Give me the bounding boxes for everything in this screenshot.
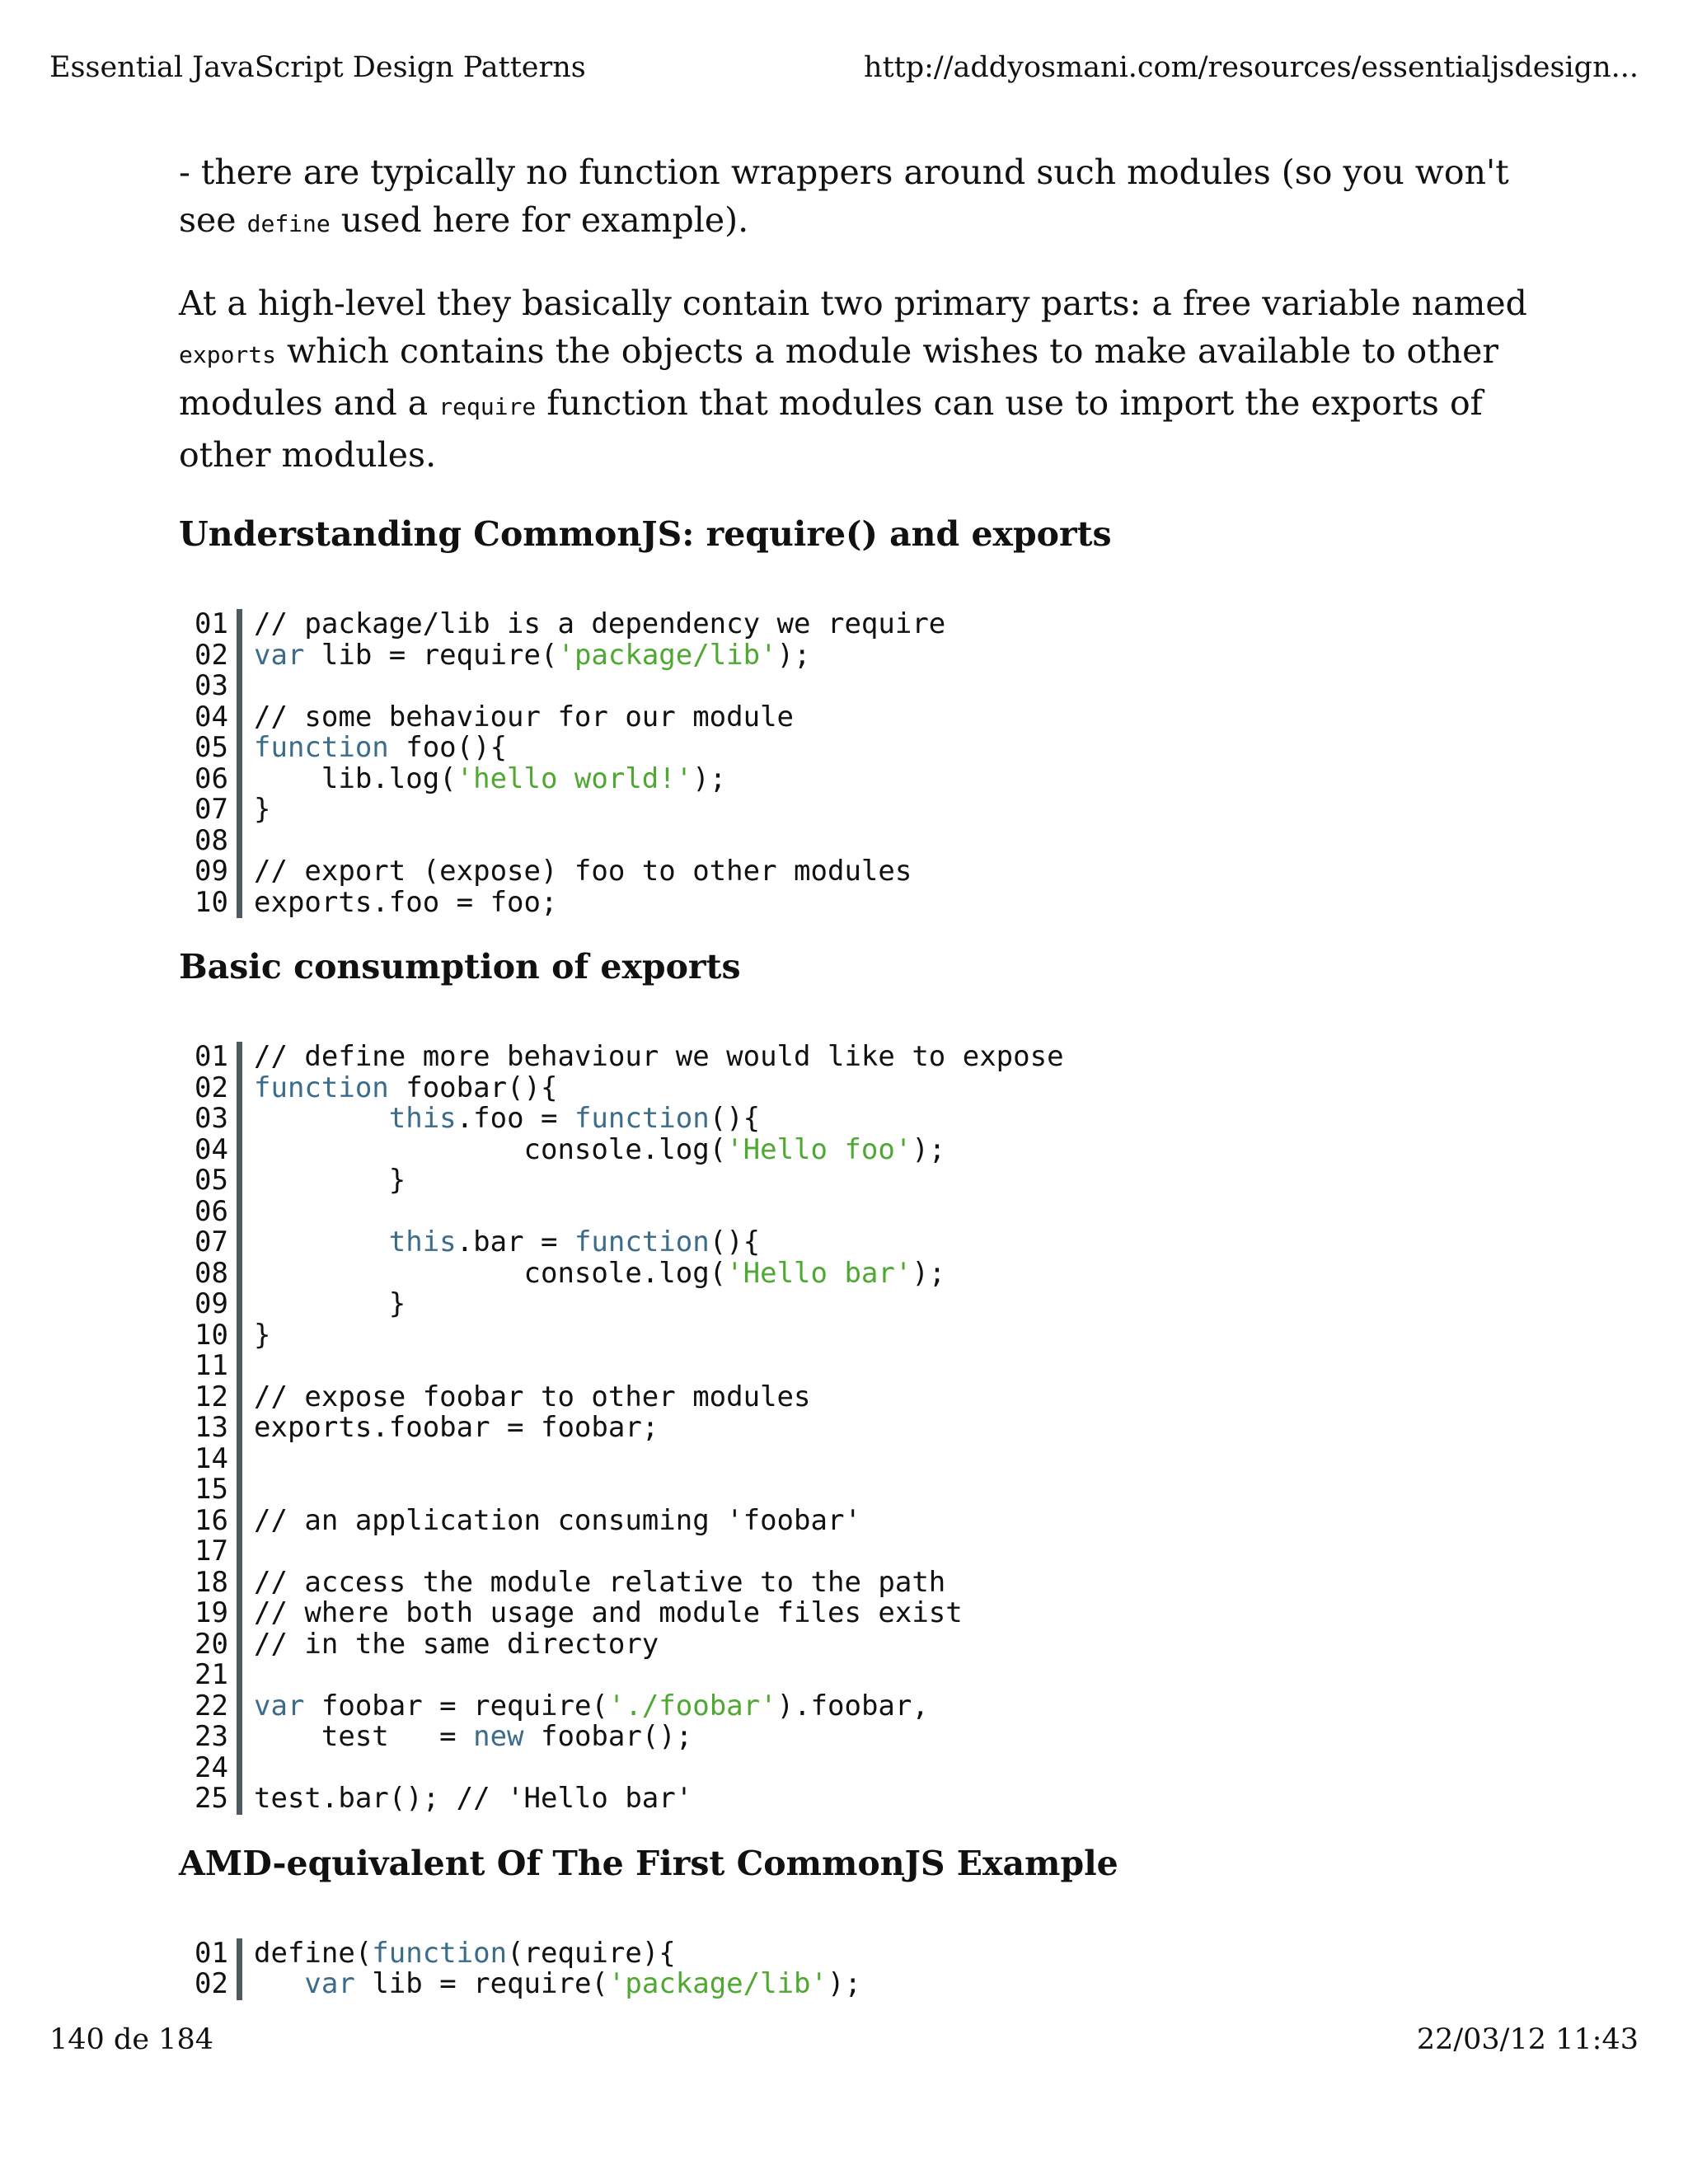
gutter-bar [237, 764, 242, 795]
code-line [179, 1382, 1531, 1413]
gutter-bar [237, 1629, 242, 1661]
gutter-bar [237, 826, 242, 857]
gutter-bar [237, 1104, 242, 1135]
code-line [179, 1258, 1531, 1290]
code-line [179, 856, 1531, 888]
line-number: 24 [195, 1750, 228, 1784]
code-line [179, 1194, 1531, 1228]
code-text: } [254, 1287, 406, 1320]
code-text: // an application consuming 'foobar' [254, 1503, 861, 1537]
code-text: function foobar(){ [254, 1071, 558, 1104]
line-number: 09 [195, 1287, 228, 1320]
code-text: function foo(){ [254, 731, 508, 764]
line-number: 05 [195, 731, 228, 764]
gutter-bar [237, 671, 242, 702]
gutter-bar [237, 1660, 242, 1691]
inline-code-exports: exports [179, 341, 277, 368]
code-text: // in the same directory [254, 1627, 659, 1661]
page-content [179, 148, 1531, 2025]
section-heading-amd: AMD-equivalent Of The First CommonJS Example [179, 1843, 1118, 1883]
gutter-bar [237, 1351, 242, 1382]
gutter-bar [237, 702, 242, 733]
line-number: 13 [195, 1411, 228, 1444]
code-line [179, 733, 1531, 764]
line-number: 07 [195, 793, 228, 826]
inline-code-require: require [438, 393, 537, 420]
code-line [179, 1565, 1531, 1599]
code-text: console.log('Hello foo'); [254, 1132, 946, 1166]
code-line [179, 1320, 1531, 1352]
code-block-commonjs [179, 589, 1531, 918]
code-line [179, 885, 1531, 919]
gutter-bar [237, 1938, 242, 1970]
paragraph-overview: At a high-level they basically contain two primary parts: a free variable named exports which contains the objects a module wishes to make available to other modules and a require function that modules can use to import the exports of other modules. [179, 284, 1527, 475]
gutter-bar [237, 1165, 242, 1197]
code-line [179, 794, 1531, 826]
gutter-bar [237, 1598, 242, 1629]
gutter-bar [237, 1042, 242, 1073]
code-text: // where both usage and module files exist [254, 1596, 963, 1629]
line-number: 05 [195, 1164, 228, 1197]
code-text: var lib = require('package/lib'); [254, 638, 811, 672]
footer-page-number: 140 de 184 [49, 2023, 213, 2056]
line-number: 10 [195, 1318, 228, 1352]
line-number: 06 [195, 762, 228, 795]
code-line [179, 1629, 1531, 1661]
code-text: // expose foobar to other modules [254, 1380, 811, 1413]
code-line [179, 1104, 1531, 1135]
gutter-bar [237, 1722, 242, 1753]
code-line [179, 1227, 1531, 1258]
line-number: 25 [195, 1782, 228, 1815]
code-line [179, 764, 1531, 795]
line-number: 04 [195, 1132, 228, 1166]
gutter-bar [237, 1506, 242, 1537]
paragraph-intro: - there are typically no function wrappers around such modules (so you won't see define used here for example). [179, 152, 1509, 240]
code-line [179, 1042, 1531, 1073]
line-number: 06 [195, 1194, 228, 1228]
code-text: exports.foo = foo; [254, 885, 558, 919]
code-line [179, 1969, 1531, 2000]
gutter-bar [237, 609, 242, 640]
gutter-bar [237, 1135, 242, 1166]
code-line [179, 1165, 1531, 1197]
code-text: test.bar(); // 'Hello bar' [254, 1782, 693, 1815]
code-text: } [254, 1318, 271, 1352]
line-number: 08 [195, 823, 228, 857]
line-number: 20 [195, 1627, 228, 1661]
code-text: // define more behaviour we would like to expose [254, 1040, 1064, 1073]
code-line [179, 1598, 1531, 1629]
line-number: 15 [195, 1473, 228, 1506]
code-text: } [254, 793, 271, 826]
line-number: 02 [195, 1071, 228, 1104]
section-heading-consumption: Basic consumption of exports [179, 947, 741, 987]
line-number: 01 [195, 1936, 228, 1970]
gutter-bar [237, 733, 242, 764]
line-number: 07 [195, 1226, 228, 1258]
line-number: 22 [195, 1689, 228, 1722]
line-number: 16 [195, 1503, 228, 1537]
code-line [179, 671, 1531, 702]
code-line [179, 1750, 1531, 1784]
code-line [179, 1722, 1531, 1753]
line-number: 03 [195, 669, 228, 702]
gutter-bar [237, 1258, 242, 1290]
code-line [179, 1441, 1531, 1475]
code-line [179, 609, 1531, 640]
code-line [179, 1073, 1531, 1104]
line-number: 01 [195, 1040, 228, 1073]
gutter-bar [237, 1197, 242, 1228]
gutter-bar [237, 1444, 242, 1475]
code-text: // some behaviour for our module [254, 700, 795, 733]
header-title: Essential JavaScript Design Patterns [49, 51, 586, 84]
footer-datetime: 22/03/12 11:43 [1416, 2023, 1639, 2056]
line-number: 01 [195, 607, 228, 640]
code-line [179, 1413, 1531, 1444]
line-number: 17 [195, 1535, 228, 1568]
code-line [179, 1938, 1531, 1970]
gutter-bar [237, 1073, 242, 1104]
gutter-bar [237, 1413, 242, 1444]
code-text: console.log('Hello bar'); [254, 1256, 946, 1290]
line-number: 21 [195, 1658, 228, 1691]
code-text: // package/lib is a dependency we require [254, 607, 946, 640]
code-block-amd [179, 1919, 1531, 2000]
gutter-bar [237, 1969, 242, 2000]
line-number: 23 [195, 1720, 228, 1753]
code-line [179, 1691, 1531, 1722]
gutter-bar [237, 1568, 242, 1599]
gutter-bar [237, 794, 242, 826]
code-text: var lib = require('package/lib'); [304, 1967, 861, 2000]
line-number: 18 [195, 1565, 228, 1599]
gutter-bar [237, 888, 242, 919]
code-text: var foobar = require('./foobar').foobar, [254, 1689, 929, 1722]
gutter-bar [237, 856, 242, 888]
line-number: 12 [195, 1380, 228, 1413]
gutter-bar [237, 1474, 242, 1506]
line-number: 08 [195, 1256, 228, 1290]
code-line [179, 1783, 1531, 1815]
section-heading-commonjs: Understanding CommonJS: require() and exports [179, 514, 1112, 554]
line-number: 02 [195, 638, 228, 672]
line-number: 03 [195, 1102, 228, 1135]
gutter-bar [237, 1320, 242, 1352]
line-number: 04 [195, 700, 228, 733]
code-line [179, 702, 1531, 733]
code-line [179, 640, 1531, 672]
gutter-bar [237, 1783, 242, 1815]
inline-code-define: define [246, 210, 331, 237]
gutter-bar [237, 1227, 242, 1258]
gutter-bar [237, 1753, 242, 1784]
code-text: lib.log('hello world!'); [254, 762, 727, 795]
code-line [179, 1132, 1531, 1166]
code-text: this.foo = function(){ [388, 1102, 761, 1135]
code-block-consumption [179, 1022, 1531, 1815]
code-text: define(function(require){ [254, 1936, 676, 1970]
line-number: 09 [195, 855, 228, 888]
gutter-bar [237, 640, 242, 672]
code-text: this.bar = function(){ [388, 1226, 761, 1258]
code-line [179, 1660, 1531, 1691]
gutter-bar [237, 1536, 242, 1568]
gutter-bar [237, 1382, 242, 1413]
line-number: 10 [195, 885, 228, 919]
line-number: 14 [195, 1441, 228, 1475]
code-line [179, 1351, 1531, 1382]
gutter-bar [237, 1691, 242, 1722]
gutter-bar [237, 1289, 242, 1320]
code-line [179, 1503, 1531, 1537]
code-line [179, 823, 1531, 857]
code-line [179, 1289, 1531, 1320]
line-number: 19 [195, 1596, 228, 1629]
code-text: } [254, 1164, 406, 1197]
line-number: 11 [195, 1349, 228, 1382]
code-text: // access the module relative to the path [254, 1565, 946, 1599]
code-text: test = new foobar(); [254, 1720, 693, 1753]
code-text: // export (expose) foo to other modules [254, 855, 912, 888]
code-line [179, 1536, 1531, 1568]
header-url[interactable]: http://addyosmani.com/resources/essentialjsdesign... [864, 51, 1639, 84]
line-number: 02 [195, 1967, 228, 2000]
code-line [179, 1474, 1531, 1506]
code-text: exports.foobar = foobar; [254, 1411, 659, 1444]
